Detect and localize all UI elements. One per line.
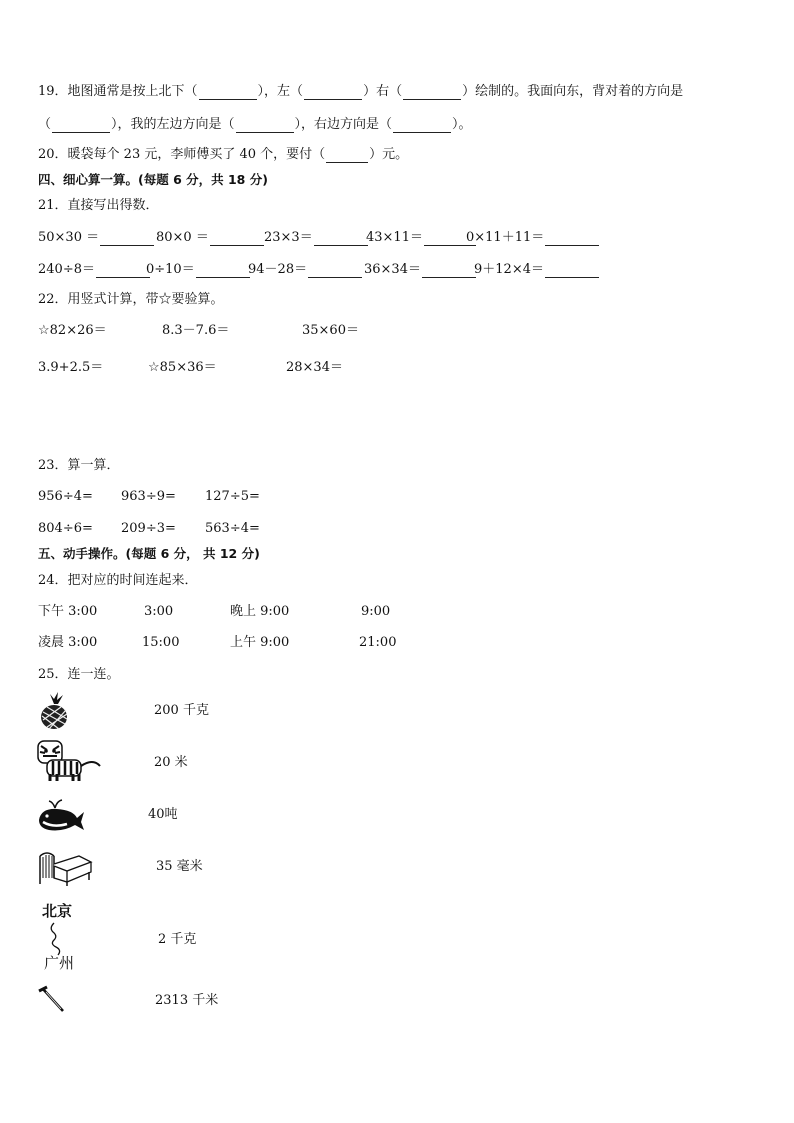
- q24-time-afternoon-3[interactable]: 下午 3:00: [38, 604, 98, 619]
- q19-blank-left-side[interactable]: [236, 120, 294, 133]
- q25-answer-200kg[interactable]: 200 千克: [154, 703, 209, 718]
- bed-icon[interactable]: [37, 844, 93, 886]
- q21-row1-item1: [38, 230, 155, 246]
- q23-row1-item1: 956÷4=: [38, 489, 93, 504]
- q21-answer-blank[interactable]: [100, 233, 154, 246]
- map-label-guangzhou: 广州: [44, 954, 75, 972]
- q21-expr: 36×34＝: [364, 262, 421, 277]
- q19-blank-north-south[interactable]: [199, 87, 257, 100]
- q21-answer-blank[interactable]: [545, 233, 599, 246]
- q23-row2-item2: 209÷3=: [121, 521, 176, 536]
- q20-text-2: ）元。: [369, 147, 409, 162]
- q25-answer-2kg[interactable]: 2 千克: [158, 932, 197, 947]
- q19-text-3: ）右（: [363, 84, 403, 99]
- tiger-icon[interactable]: [37, 740, 103, 782]
- q21-expr: 43×11＝: [366, 230, 423, 245]
- q21-expr: 0÷10＝: [146, 262, 195, 277]
- q25-answer-35mm[interactable]: 35 毫米: [156, 859, 203, 874]
- map-label-beijing: 北京: [42, 902, 73, 920]
- pineapple-icon[interactable]: [37, 692, 71, 730]
- q21-expr: 23×3＝: [264, 230, 313, 245]
- q24-time-2100[interactable]: 21:00: [359, 635, 397, 650]
- q19-line2: [38, 117, 472, 133]
- q21-answer-blank[interactable]: [545, 265, 599, 278]
- q22-row1-item3: 35×60＝: [302, 323, 359, 338]
- q21-expr: 80×0 ＝: [156, 230, 209, 245]
- q25-title: 25．连一连。: [38, 667, 120, 682]
- q19-blank-right[interactable]: [403, 87, 461, 100]
- q19-blank-left[interactable]: [304, 87, 362, 100]
- q19-text-8: ）。: [452, 117, 472, 132]
- q24-time-0900[interactable]: 9:00: [361, 604, 391, 619]
- q22-row1-item2: 8.3－7.6＝: [162, 323, 230, 338]
- q19-blank-right-side[interactable]: [393, 120, 451, 133]
- q23-row1-item2: 963÷9=: [121, 489, 176, 504]
- q21-row2-item1: [38, 262, 151, 278]
- q22-row1-item1: ☆82×26＝: [38, 323, 107, 338]
- q21-row1-item5: [466, 230, 600, 246]
- route-line-icon: [46, 922, 70, 956]
- q19-text-6: ），我的左边方向是（: [111, 117, 235, 132]
- q21-answer-blank[interactable]: [314, 233, 368, 246]
- q22-row2-item1: 3.9+2.5＝: [38, 360, 104, 375]
- q23-row1-item3: 127÷5=: [205, 489, 260, 504]
- q21-answer-blank[interactable]: [210, 233, 264, 246]
- q24-title: 24．把对应的时间连起来．: [38, 573, 198, 588]
- q19-text-4: ）绘制的。我面向东，背对着的方向是: [462, 84, 684, 99]
- q25-answer-40t[interactable]: 40吨: [148, 807, 178, 822]
- q23-title: 23．算一算．: [38, 458, 120, 473]
- q21-title: 21．直接写出得数．: [38, 198, 159, 213]
- section4-heading: 四、细心算一算。(每题 6 分，共 18 分): [38, 172, 268, 187]
- q19-blank-behind[interactable]: [52, 120, 110, 133]
- q24-time-morning-9[interactable]: 上午 9:00: [230, 635, 290, 650]
- section5-heading: 五、动手操作。(每题 6 分， 共 12 分): [38, 546, 260, 561]
- q22-title: 22．用竖式计算，带☆要验算。: [38, 292, 224, 307]
- q25-answer-2313km[interactable]: 2313 千米: [155, 993, 219, 1008]
- q20: [38, 147, 408, 163]
- q22-row2-item3: 28×34＝: [286, 360, 343, 375]
- q19-text-2: ），左（: [257, 84, 304, 99]
- q21-row1-item3: [264, 230, 369, 246]
- q21-row2-item3: [248, 262, 363, 278]
- q21-row2-item4: [364, 262, 477, 278]
- q21-answer-blank[interactable]: [422, 265, 476, 278]
- whale-icon[interactable]: [37, 798, 85, 832]
- q21-answer-blank[interactable]: [96, 265, 150, 278]
- q20-text-1: 20．暖袋每个 23 元，李师傅买了 40 个，要付（: [38, 147, 326, 162]
- nail-icon[interactable]: [37, 985, 67, 1015]
- q19-text-1: 19．地图通常是按上北下（: [38, 84, 198, 99]
- q21-answer-blank[interactable]: [196, 265, 250, 278]
- q20-blank[interactable]: [326, 150, 368, 163]
- q21-row2-item5: [474, 262, 600, 278]
- q24-time-0300[interactable]: 3:00: [144, 604, 174, 619]
- q24-time-evening-9[interactable]: 晚上 9:00: [230, 604, 290, 619]
- q21-row1-item2: [156, 230, 265, 246]
- q19-line1: [38, 84, 683, 100]
- q19-text-5: （: [38, 117, 52, 132]
- q21-expr: 0×11＋11＝: [466, 230, 545, 245]
- q21-expr: 9＋12×4＝: [474, 262, 544, 277]
- q19-text-7: ），右边方向是（: [294, 117, 393, 132]
- q21-answer-blank[interactable]: [308, 265, 362, 278]
- q21-expr: 94－28＝: [248, 262, 308, 277]
- q23-row2-item1: 804÷6=: [38, 521, 93, 536]
- q22-row2-item2: ☆85×36＝: [148, 360, 217, 375]
- q21-expr: 50×30 ＝: [38, 230, 100, 245]
- q21-row2-item2: [146, 262, 251, 278]
- q23-row2-item3: 563÷4=: [205, 521, 260, 536]
- q21-row1-item4: [366, 230, 477, 246]
- q24-time-dawn-3[interactable]: 凌晨 3:00: [38, 635, 98, 650]
- q21-expr: 240÷8＝: [38, 262, 95, 277]
- q24-time-1500[interactable]: 15:00: [142, 635, 180, 650]
- q25-answer-20m[interactable]: 20 米: [154, 755, 188, 770]
